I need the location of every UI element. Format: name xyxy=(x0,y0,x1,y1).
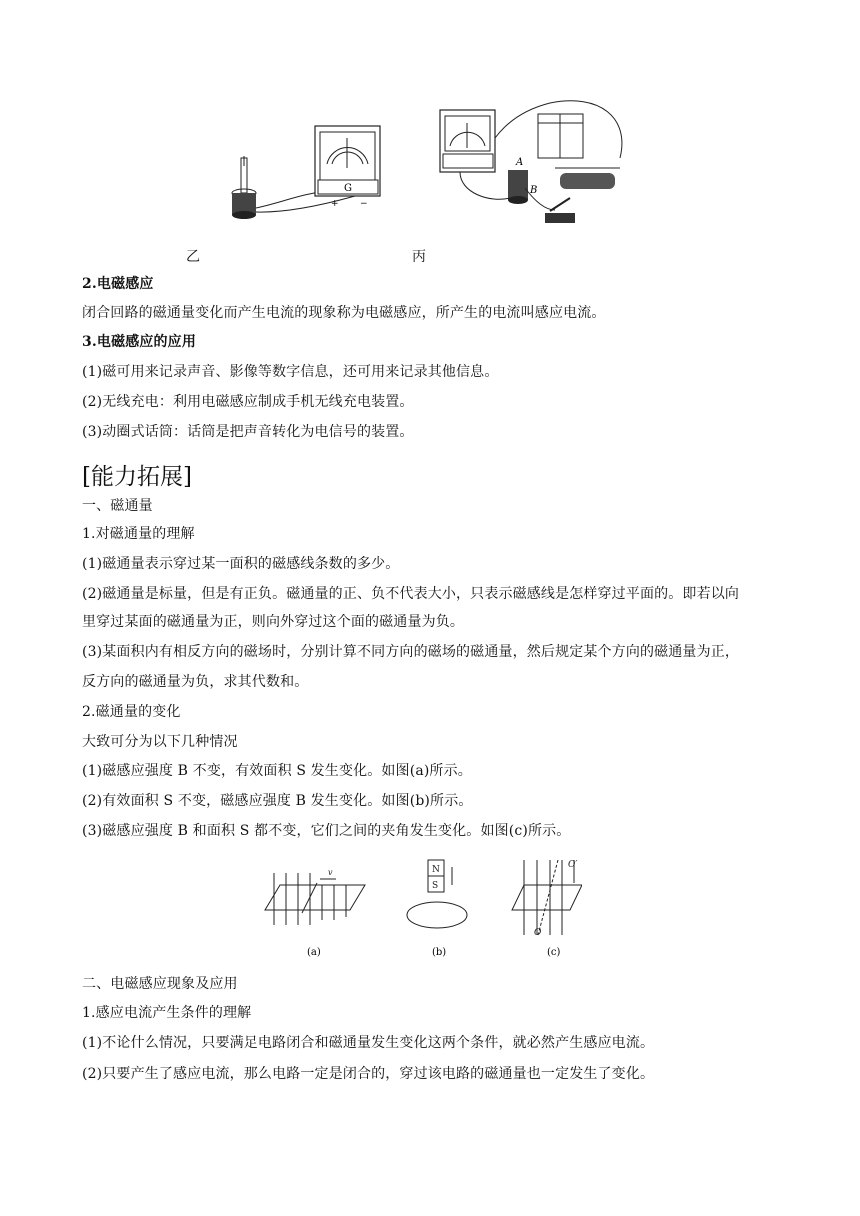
p1-title: 1.对磁通量的理解 xyxy=(82,526,195,542)
p1-item: (1)磁通量表示穿过某一面积的磁感线条数的多少。 xyxy=(82,556,400,572)
section3-title: 3.电磁感应的应用 xyxy=(82,334,196,350)
figure-caption-yi: 乙 xyxy=(186,249,200,265)
q1-item: (2)只要产生了感应电流，那么电路一定是闭合的，穿过该电路的磁通量也一定发生了变化。 xyxy=(82,1066,655,1082)
plus-terminal-label: + xyxy=(331,199,339,209)
label-a: A xyxy=(516,157,524,168)
q1-title: 1.感应电流产生条件的理解 xyxy=(82,1005,252,1021)
minus-terminal-label: − xyxy=(360,199,368,209)
p1-item: 里穿过某面的磁通量为正，则向外穿过这个面的磁通量为负。 xyxy=(82,614,465,630)
label-b: B xyxy=(530,185,538,196)
galvanometer xyxy=(315,126,380,209)
p1-item: (3)某面积内有相反方向的磁场时，分别计算不同方向的磁场的磁通量，然后规定某个方向的磁通量为正， xyxy=(82,644,740,660)
south-pole-label: S xyxy=(432,881,439,891)
ability-heading: [能力拓展] xyxy=(82,464,192,490)
flux-diagram-c xyxy=(512,860,582,938)
application-item: (1)磁可用来记录声音、影像等数字信息，还可用来记录其他信息。 xyxy=(82,364,499,380)
induction-apparatus-figure xyxy=(220,98,640,238)
caption-a: (a) xyxy=(307,947,321,958)
meter-battery-coil-diagram xyxy=(440,101,622,223)
part1-title: 一、磁通量 xyxy=(82,498,153,514)
part2-title: 二、电磁感应现象及应用 xyxy=(82,976,238,992)
application-item: (3)动圈式话筒：话筒是把声音转化为电信号的装置。 xyxy=(82,424,414,440)
section2-text: 闭合回路的磁通量变化而产生电流的现象称为电磁感应，所产生的电流叫感应电流。 xyxy=(82,305,606,321)
flux-diagram-b xyxy=(407,860,467,928)
p1-item: (2)磁通量是标量，但是有正负。磁通量的正、负不代表大小，只表示磁感线是怎样穿过平面的。即若以向 xyxy=(82,586,740,602)
caption-b: (b) xyxy=(432,947,447,958)
caption-c: (c) xyxy=(547,947,561,958)
p2-item: (3)磁感应强度 B 和面积 S 都不变，它们之间的夹角发生变化。如图(c)所示。 xyxy=(82,823,571,839)
p2-item: (2)有效面积 S 不变，磁感应强度 B 发生变化。如图(b)所示。 xyxy=(82,793,473,809)
p2-title: 2.磁通量的变化 xyxy=(82,704,181,720)
section2-title: 2.电磁感应 xyxy=(82,276,154,292)
q1-item: (1)不论什么情况，只要满足电路闭合和磁通量发生变化这两个条件，就必然产生感应电流。 xyxy=(82,1035,655,1051)
flux-diagram-a xyxy=(265,868,365,925)
p1-item: 反方向的磁通量为负，求其代数和。 xyxy=(82,674,309,690)
axis-o-prime-label: O′ xyxy=(568,860,578,870)
p2-item: (1)磁感应强度 B 不变，有效面积 S 发生变化。如图(a)所示。 xyxy=(82,763,472,779)
north-pole-label: N xyxy=(432,865,440,875)
application-item: (2)无线充电：利用电磁感应制成手机无线充电装置。 xyxy=(82,394,414,410)
p2-intro: 大致可分为以下几种情况 xyxy=(82,734,238,750)
figure-caption-bing: 丙 xyxy=(412,249,426,265)
velocity-label: v xyxy=(328,868,333,877)
axis-o-label: O xyxy=(534,928,542,938)
galvanometer-label: G xyxy=(344,183,352,194)
magnetic-flux-figure xyxy=(262,855,582,965)
